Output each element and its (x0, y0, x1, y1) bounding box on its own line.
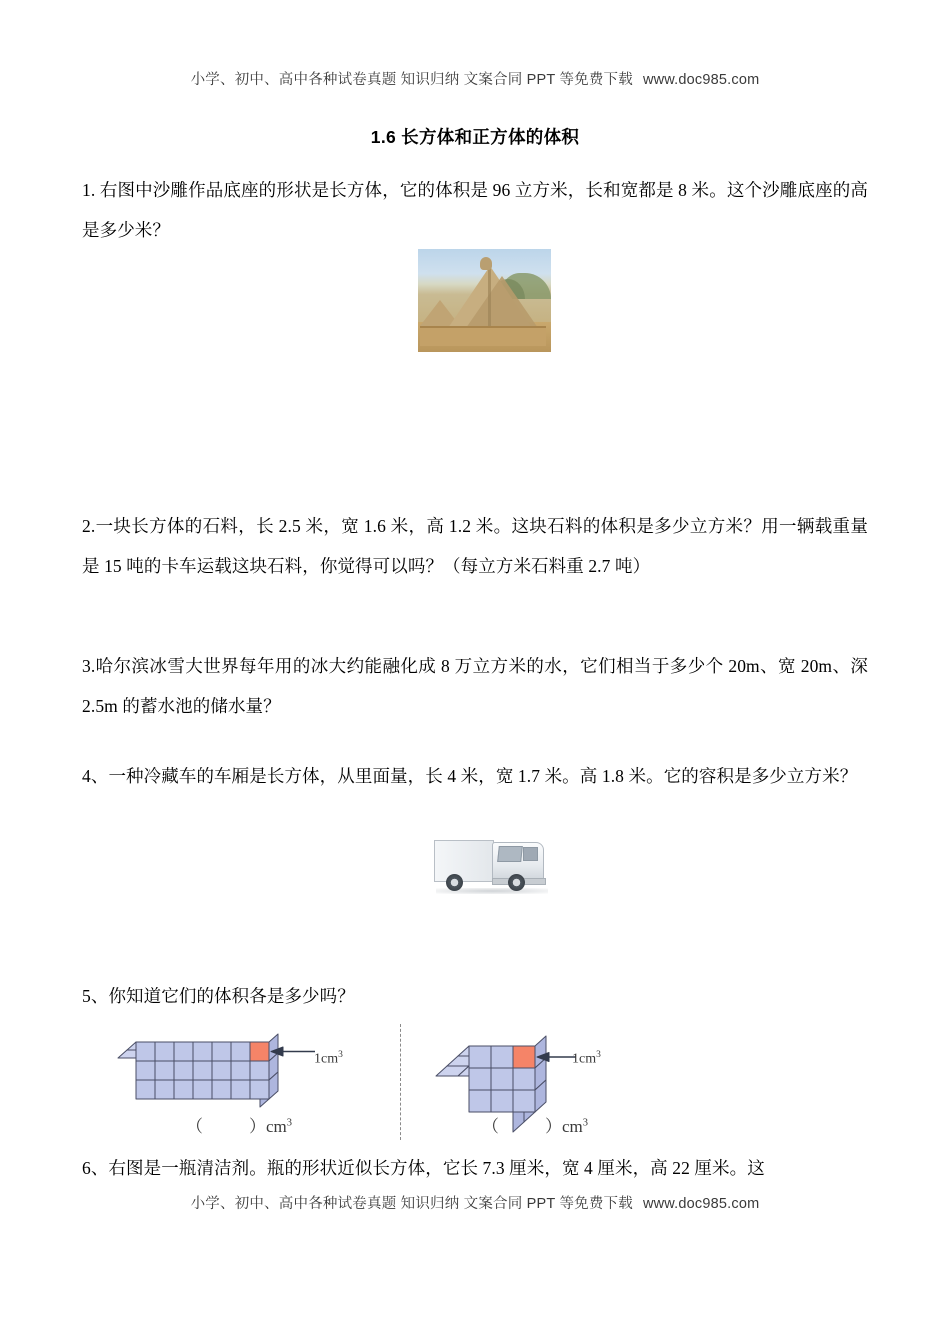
unit-cube-label-right (572, 1050, 601, 1068)
answer-blank-right[interactable] (482, 1112, 588, 1137)
footer-watermark (0, 1192, 950, 1213)
question-1-text: 1. 右图中沙雕作品底座的形状是长方体，它的体积是 96 立方米，长和宽都是 8 米。这个沙雕底座的高是多少米？ (82, 180, 868, 240)
question-2-text: 2.一块长方体的石料，长 2.5 米，宽 1.6 米，高 1.2 米。这块石料的体积是多少立方米？用一辆载重量是 15 吨的卡车运载这块石料，你觉得可以吗？（每立方米石料重 2.7 吨） (82, 516, 868, 576)
unit-cube-label-left-text: 1cm (314, 1051, 339, 1067)
truck-cargo-box (434, 840, 494, 882)
question-6-text: 6、右图是一瓶清洁剂。瓶的形状近似长方体，它长 7.3 厘米，宽 4 厘米，高 22 厘米。这 (82, 1158, 765, 1178)
refrigerated-truck-photo (424, 818, 564, 908)
page-title: 1.6 长方体和正方体的体积 (370, 127, 580, 147)
question-5-text: 5、你知道它们的体积各是多少吗？ (82, 986, 355, 1006)
unit-cube-label-left-exp: 3 (338, 1050, 343, 1060)
unit-cube-label-left (314, 1050, 343, 1068)
question-3-text: 3.哈尔滨冰雪大世界每年用的冰大约能融化成 8 万立方米的水，它们相当于多少个 20m、宽 20m、深 2.5m 的蓄水池的储水量？ (82, 656, 868, 716)
footer-watermark-text: 小学、初中、高中各种试卷真题 知识归纳 文案合同 PPT 等免费下载 (190, 1196, 633, 1212)
unit-cube-label-right-exp: 3 (596, 1050, 601, 1060)
sculpture-base-slab (420, 326, 546, 346)
answer-blank-left-close: ）cm (249, 1117, 287, 1136)
unit-cube-label-right-text: 1cm (572, 1051, 597, 1067)
answer-blank-left-exp: 3 (286, 1117, 293, 1129)
truck-rear-wheel (446, 874, 463, 891)
truck-windshield (497, 846, 523, 862)
question-4-text: 4、一种冷藏车的车厢是长方体，从里面量，长 4 米，宽 1.7 米。高 1.8 米。它的容积是多少立方米？ (82, 766, 858, 786)
pyramid-ridge (488, 268, 491, 328)
answer-blank-right-exp: 3 (582, 1117, 589, 1129)
answer-blanks-row (82, 1112, 868, 1142)
answer-blank-left-open: （ (186, 1117, 203, 1136)
footer-watermark-url: www.doc985.com (642, 1196, 760, 1212)
answer-blank-left[interactable] (186, 1112, 292, 1137)
truck-side-window (523, 847, 538, 861)
header-watermark-url: www.doc985.com (642, 72, 760, 88)
pyramid-shape-front (466, 276, 538, 328)
sand-sculpture-photo (418, 249, 551, 352)
header-watermark-text: 小学、初中、高中各种试卷真题 知识归纳 文案合同 PPT 等免费下载 (190, 72, 633, 88)
answer-blank-right-close: ）cm (545, 1117, 583, 1136)
header-watermark (0, 68, 950, 89)
pyramid-finial (480, 257, 492, 270)
answer-blank-right-open: （ (482, 1117, 499, 1136)
truck-front-wheel (508, 874, 525, 891)
